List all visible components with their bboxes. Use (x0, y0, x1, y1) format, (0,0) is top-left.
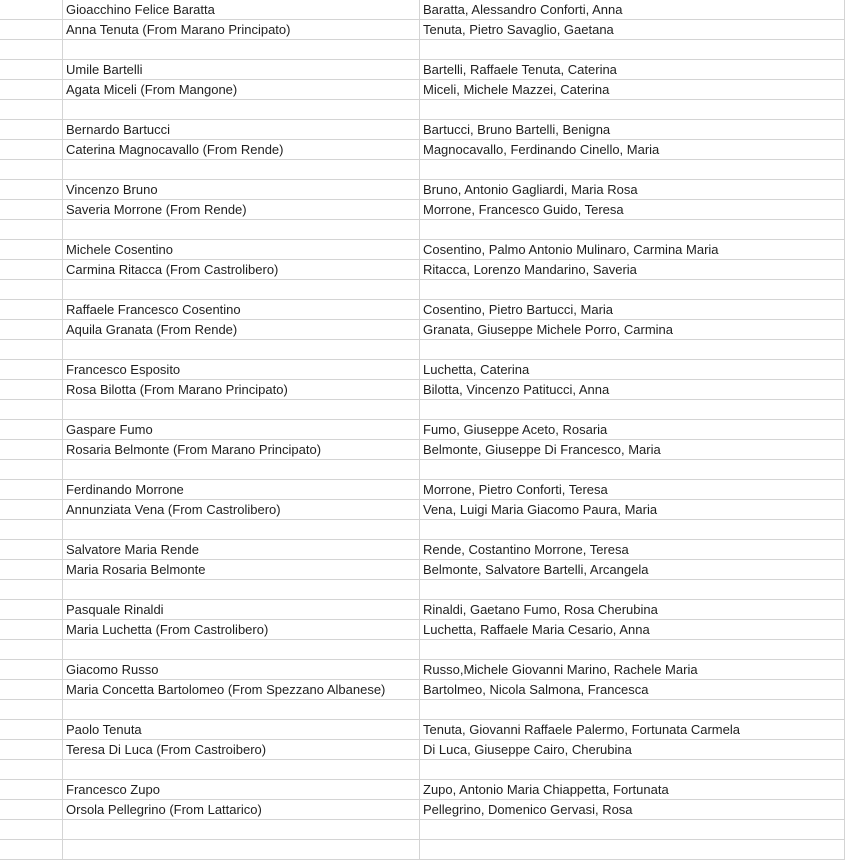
table-row (0, 600, 845, 620)
table-row (0, 700, 845, 720)
cell-column-a[interactable] (0, 260, 63, 280)
cell-spouse-name[interactable]: Aquila Granata (From Rende) (63, 320, 420, 340)
cell-parents[interactable]: Luchetta, Raffaele Maria Cesario, Anna (420, 620, 845, 640)
table-row (0, 200, 845, 220)
cell-column-a[interactable] (0, 700, 63, 720)
cell-parents[interactable]: Magnocavallo, Ferdinando Cinello, Maria (420, 140, 845, 160)
cell-spouse-name[interactable]: Maria Luchetta (From Castrolibero) (63, 620, 420, 640)
cell-column-a[interactable] (0, 40, 63, 60)
cell-spouse-name[interactable] (63, 460, 420, 480)
cell-spouse-name[interactable] (63, 400, 420, 420)
cell-column-a[interactable] (0, 540, 63, 560)
cell-parents[interactable] (420, 760, 845, 780)
cell-column-a[interactable] (0, 360, 63, 380)
cell-spouse-name[interactable]: Rosaria Belmonte (From Marano Principato) (63, 440, 420, 460)
cell-spouse-name[interactable] (63, 580, 420, 600)
cell-parents[interactable]: Morrone, Pietro Conforti, Teresa (420, 480, 845, 500)
cell-spouse-name[interactable]: Caterina Magnocavallo (From Rende) (63, 140, 420, 160)
cell-column-a[interactable] (0, 460, 63, 480)
table-row (0, 460, 845, 480)
table-row (0, 640, 845, 660)
table-row (0, 380, 845, 400)
cell-parents[interactable] (420, 840, 845, 860)
table-row (0, 340, 845, 360)
cell-column-a[interactable] (0, 400, 63, 420)
cell-spouse-name[interactable]: Maria Concetta Bartolomeo (From Spezzano Albanese) (63, 680, 420, 700)
cell-spouse-name[interactable]: Maria Rosaria Belmonte (63, 560, 420, 580)
table-row (0, 100, 845, 120)
table-row (0, 0, 845, 20)
cell-parents[interactable] (420, 520, 845, 540)
table-row (0, 800, 845, 820)
cell-parents[interactable]: Luchetta, Caterina (420, 360, 845, 380)
cell-column-a[interactable] (0, 380, 63, 400)
cell-spouse-name[interactable]: Agata Miceli (From Mangone) (63, 80, 420, 100)
cell-parents[interactable] (420, 100, 845, 120)
cell-column-a[interactable] (0, 760, 63, 780)
cell-column-a[interactable] (0, 500, 63, 520)
cell-spouse-name[interactable] (63, 340, 420, 360)
cell-column-a[interactable] (0, 680, 63, 700)
cell-parents[interactable]: Tenuta, Pietro Savaglio, Gaetana (420, 20, 845, 40)
table-row (0, 240, 845, 260)
cell-parents[interactable]: Cosentino, Pietro Bartucci, Maria (420, 300, 845, 320)
table-row (0, 60, 845, 80)
cell-column-a[interactable] (0, 480, 63, 500)
cell-spouse-name[interactable]: Vincenzo Bruno (63, 180, 420, 200)
cell-parents[interactable] (420, 340, 845, 360)
cell-column-a[interactable] (0, 140, 63, 160)
table-row (0, 520, 845, 540)
cell-spouse-name[interactable]: Francesco Zupo (63, 780, 420, 800)
cell-column-a[interactable] (0, 660, 63, 680)
table-row (0, 500, 845, 520)
table-row (0, 480, 845, 500)
cell-parents[interactable]: Cosentino, Palmo Antonio Mulinaro, Carmina Maria (420, 240, 845, 260)
cell-parents[interactable] (420, 280, 845, 300)
cell-spouse-name[interactable] (63, 100, 420, 120)
cell-parents[interactable]: Bartelli, Raffaele Tenuta, Caterina (420, 60, 845, 80)
table-row (0, 20, 845, 40)
cell-spouse-name[interactable]: Paolo Tenuta (63, 720, 420, 740)
cell-spouse-name[interactable] (63, 640, 420, 660)
cell-column-a[interactable] (0, 160, 63, 180)
cell-parents[interactable]: Fumo, Giuseppe Aceto, Rosaria (420, 420, 845, 440)
table-row (0, 300, 845, 320)
cell-parents[interactable]: Zupo, Antonio Maria Chiappetta, Fortunata (420, 780, 845, 800)
cell-spouse-name[interactable] (63, 520, 420, 540)
cell-column-a[interactable] (0, 20, 63, 40)
cell-column-a[interactable] (0, 580, 63, 600)
table-row (0, 160, 845, 180)
table-row (0, 580, 845, 600)
cell-column-a[interactable] (0, 220, 63, 240)
cell-parents[interactable] (420, 400, 845, 420)
cell-column-a[interactable] (0, 520, 63, 540)
cell-parents[interactable] (420, 700, 845, 720)
cell-spouse-name[interactable] (63, 760, 420, 780)
cell-parents[interactable]: Bartolmeo, Nicola Salmona, Francesca (420, 680, 845, 700)
table-row (0, 760, 845, 780)
cell-spouse-name[interactable] (63, 820, 420, 840)
cell-column-a[interactable] (0, 120, 63, 140)
cell-spouse-name[interactable]: Teresa Di Luca (From Castroibero) (63, 740, 420, 760)
table-row (0, 780, 845, 800)
cell-column-a[interactable] (0, 720, 63, 740)
cell-spouse-name[interactable]: Francesco Esposito (63, 360, 420, 380)
table-row (0, 120, 845, 140)
cell-parents[interactable]: Rende, Costantino Morrone, Teresa (420, 540, 845, 560)
cell-spouse-name[interactable]: Bernardo Bartucci (63, 120, 420, 140)
cell-column-a[interactable] (0, 640, 63, 660)
table-row (0, 180, 845, 200)
cell-parents[interactable]: Bilotta, Vincenzo Patitucci, Anna (420, 380, 845, 400)
cell-spouse-name[interactable] (63, 40, 420, 60)
cell-column-a[interactable] (0, 440, 63, 460)
cell-spouse-name[interactable]: Annunziata Vena (From Castrolibero) (63, 500, 420, 520)
cell-spouse-name[interactable]: Michele Cosentino (63, 240, 420, 260)
cell-column-a[interactable] (0, 280, 63, 300)
cell-parents[interactable]: Tenuta, Giovanni Raffaele Palermo, Fortunata Carmela (420, 720, 845, 740)
cell-parents[interactable]: Ritacca, Lorenzo Mandarino, Saveria (420, 260, 845, 280)
cell-parents[interactable] (420, 820, 845, 840)
table-row (0, 220, 845, 240)
cell-spouse-name[interactable]: Rosa Bilotta (From Marano Principato) (63, 380, 420, 400)
cell-column-a[interactable] (0, 180, 63, 200)
cell-spouse-name[interactable]: Gioacchino Felice Baratta (63, 0, 420, 20)
table-row (0, 740, 845, 760)
cell-spouse-name[interactable]: Ferdinando Morrone (63, 480, 420, 500)
cell-parents[interactable]: Miceli, Michele Mazzei, Caterina (420, 80, 845, 100)
cell-parents[interactable]: Belmonte, Salvatore Bartelli, Arcangela (420, 560, 845, 580)
cell-parents[interactable]: Bartucci, Bruno Bartelli, Benigna (420, 120, 845, 140)
cell-column-a[interactable] (0, 620, 63, 640)
table-row (0, 840, 845, 860)
table-row (0, 40, 845, 60)
cell-parents[interactable] (420, 580, 845, 600)
table-row (0, 720, 845, 740)
cell-parents[interactable] (420, 40, 845, 60)
cell-spouse-name[interactable] (63, 220, 420, 240)
cell-column-a[interactable] (0, 80, 63, 100)
table-row (0, 320, 845, 340)
cell-parents[interactable]: Rinaldi, Gaetano Fumo, Rosa Cherubina (420, 600, 845, 620)
cell-parents[interactable]: Vena, Luigi Maria Giacomo Paura, Maria (420, 500, 845, 520)
cell-column-a[interactable] (0, 800, 63, 820)
table-row (0, 260, 845, 280)
cell-parents[interactable]: Granata, Giuseppe Michele Porro, Carmina (420, 320, 845, 340)
cell-parents[interactable]: Pellegrino, Domenico Gervasi, Rosa (420, 800, 845, 820)
cell-column-a[interactable] (0, 320, 63, 340)
cell-column-a[interactable] (0, 600, 63, 620)
cell-column-a[interactable] (0, 300, 63, 320)
cell-column-a[interactable] (0, 420, 63, 440)
cell-parents[interactable]: Di Luca, Giuseppe Cairo, Cherubina (420, 740, 845, 760)
cell-column-a[interactable] (0, 60, 63, 80)
cell-spouse-name[interactable] (63, 160, 420, 180)
table-row (0, 820, 845, 840)
cell-spouse-name[interactable] (63, 700, 420, 720)
cell-parents[interactable] (420, 160, 845, 180)
cell-spouse-name[interactable]: Orsola Pellegrino (From Lattarico) (63, 800, 420, 820)
cell-column-a[interactable] (0, 740, 63, 760)
cell-column-a[interactable] (0, 0, 63, 20)
cell-column-a[interactable] (0, 200, 63, 220)
cell-parents[interactable]: Bruno, Antonio Gagliardi, Maria Rosa (420, 180, 845, 200)
cell-spouse-name[interactable] (63, 280, 420, 300)
table-row (0, 540, 845, 560)
cell-spouse-name[interactable]: Saveria Morrone (From Rende) (63, 200, 420, 220)
cell-spouse-name[interactable]: Anna Tenuta (From Marano Principato) (63, 20, 420, 40)
cell-spouse-name[interactable] (63, 840, 420, 860)
table-row (0, 400, 845, 420)
table-row (0, 280, 845, 300)
cell-column-a[interactable] (0, 820, 63, 840)
table-row (0, 440, 845, 460)
cell-spouse-name[interactable]: Salvatore Maria Rende (63, 540, 420, 560)
table-row (0, 420, 845, 440)
cell-column-a[interactable] (0, 560, 63, 580)
cell-column-a[interactable] (0, 840, 63, 860)
table-row (0, 80, 845, 100)
table-row (0, 140, 845, 160)
cell-spouse-name[interactable]: Giacomo Russo (63, 660, 420, 680)
cell-parents[interactable]: Morrone, Francesco Guido, Teresa (420, 200, 845, 220)
table-row (0, 560, 845, 580)
cell-column-a[interactable] (0, 340, 63, 360)
cell-spouse-name[interactable]: Raffaele Francesco Cosentino (63, 300, 420, 320)
cell-spouse-name[interactable]: Umile Bartelli (63, 60, 420, 80)
cell-parents[interactable] (420, 460, 845, 480)
cell-parents[interactable] (420, 220, 845, 240)
table-row (0, 680, 845, 700)
cell-parents[interactable] (420, 640, 845, 660)
cell-spouse-name[interactable]: Carmina Ritacca (From Castrolibero) (63, 260, 420, 280)
cell-parents[interactable]: Russo,Michele Giovanni Marino, Rachele Maria (420, 660, 845, 680)
cell-spouse-name[interactable]: Pasquale Rinaldi (63, 600, 420, 620)
table-row (0, 360, 845, 380)
table-row (0, 620, 845, 640)
cell-spouse-name[interactable]: Gaspare Fumo (63, 420, 420, 440)
cell-column-a[interactable] (0, 240, 63, 260)
table-row (0, 660, 845, 680)
cell-parents[interactable]: Baratta, Alessandro Conforti, Anna (420, 0, 845, 20)
cell-column-a[interactable] (0, 100, 63, 120)
cell-parents[interactable]: Belmonte, Giuseppe Di Francesco, Maria (420, 440, 845, 460)
cell-column-a[interactable] (0, 780, 63, 800)
